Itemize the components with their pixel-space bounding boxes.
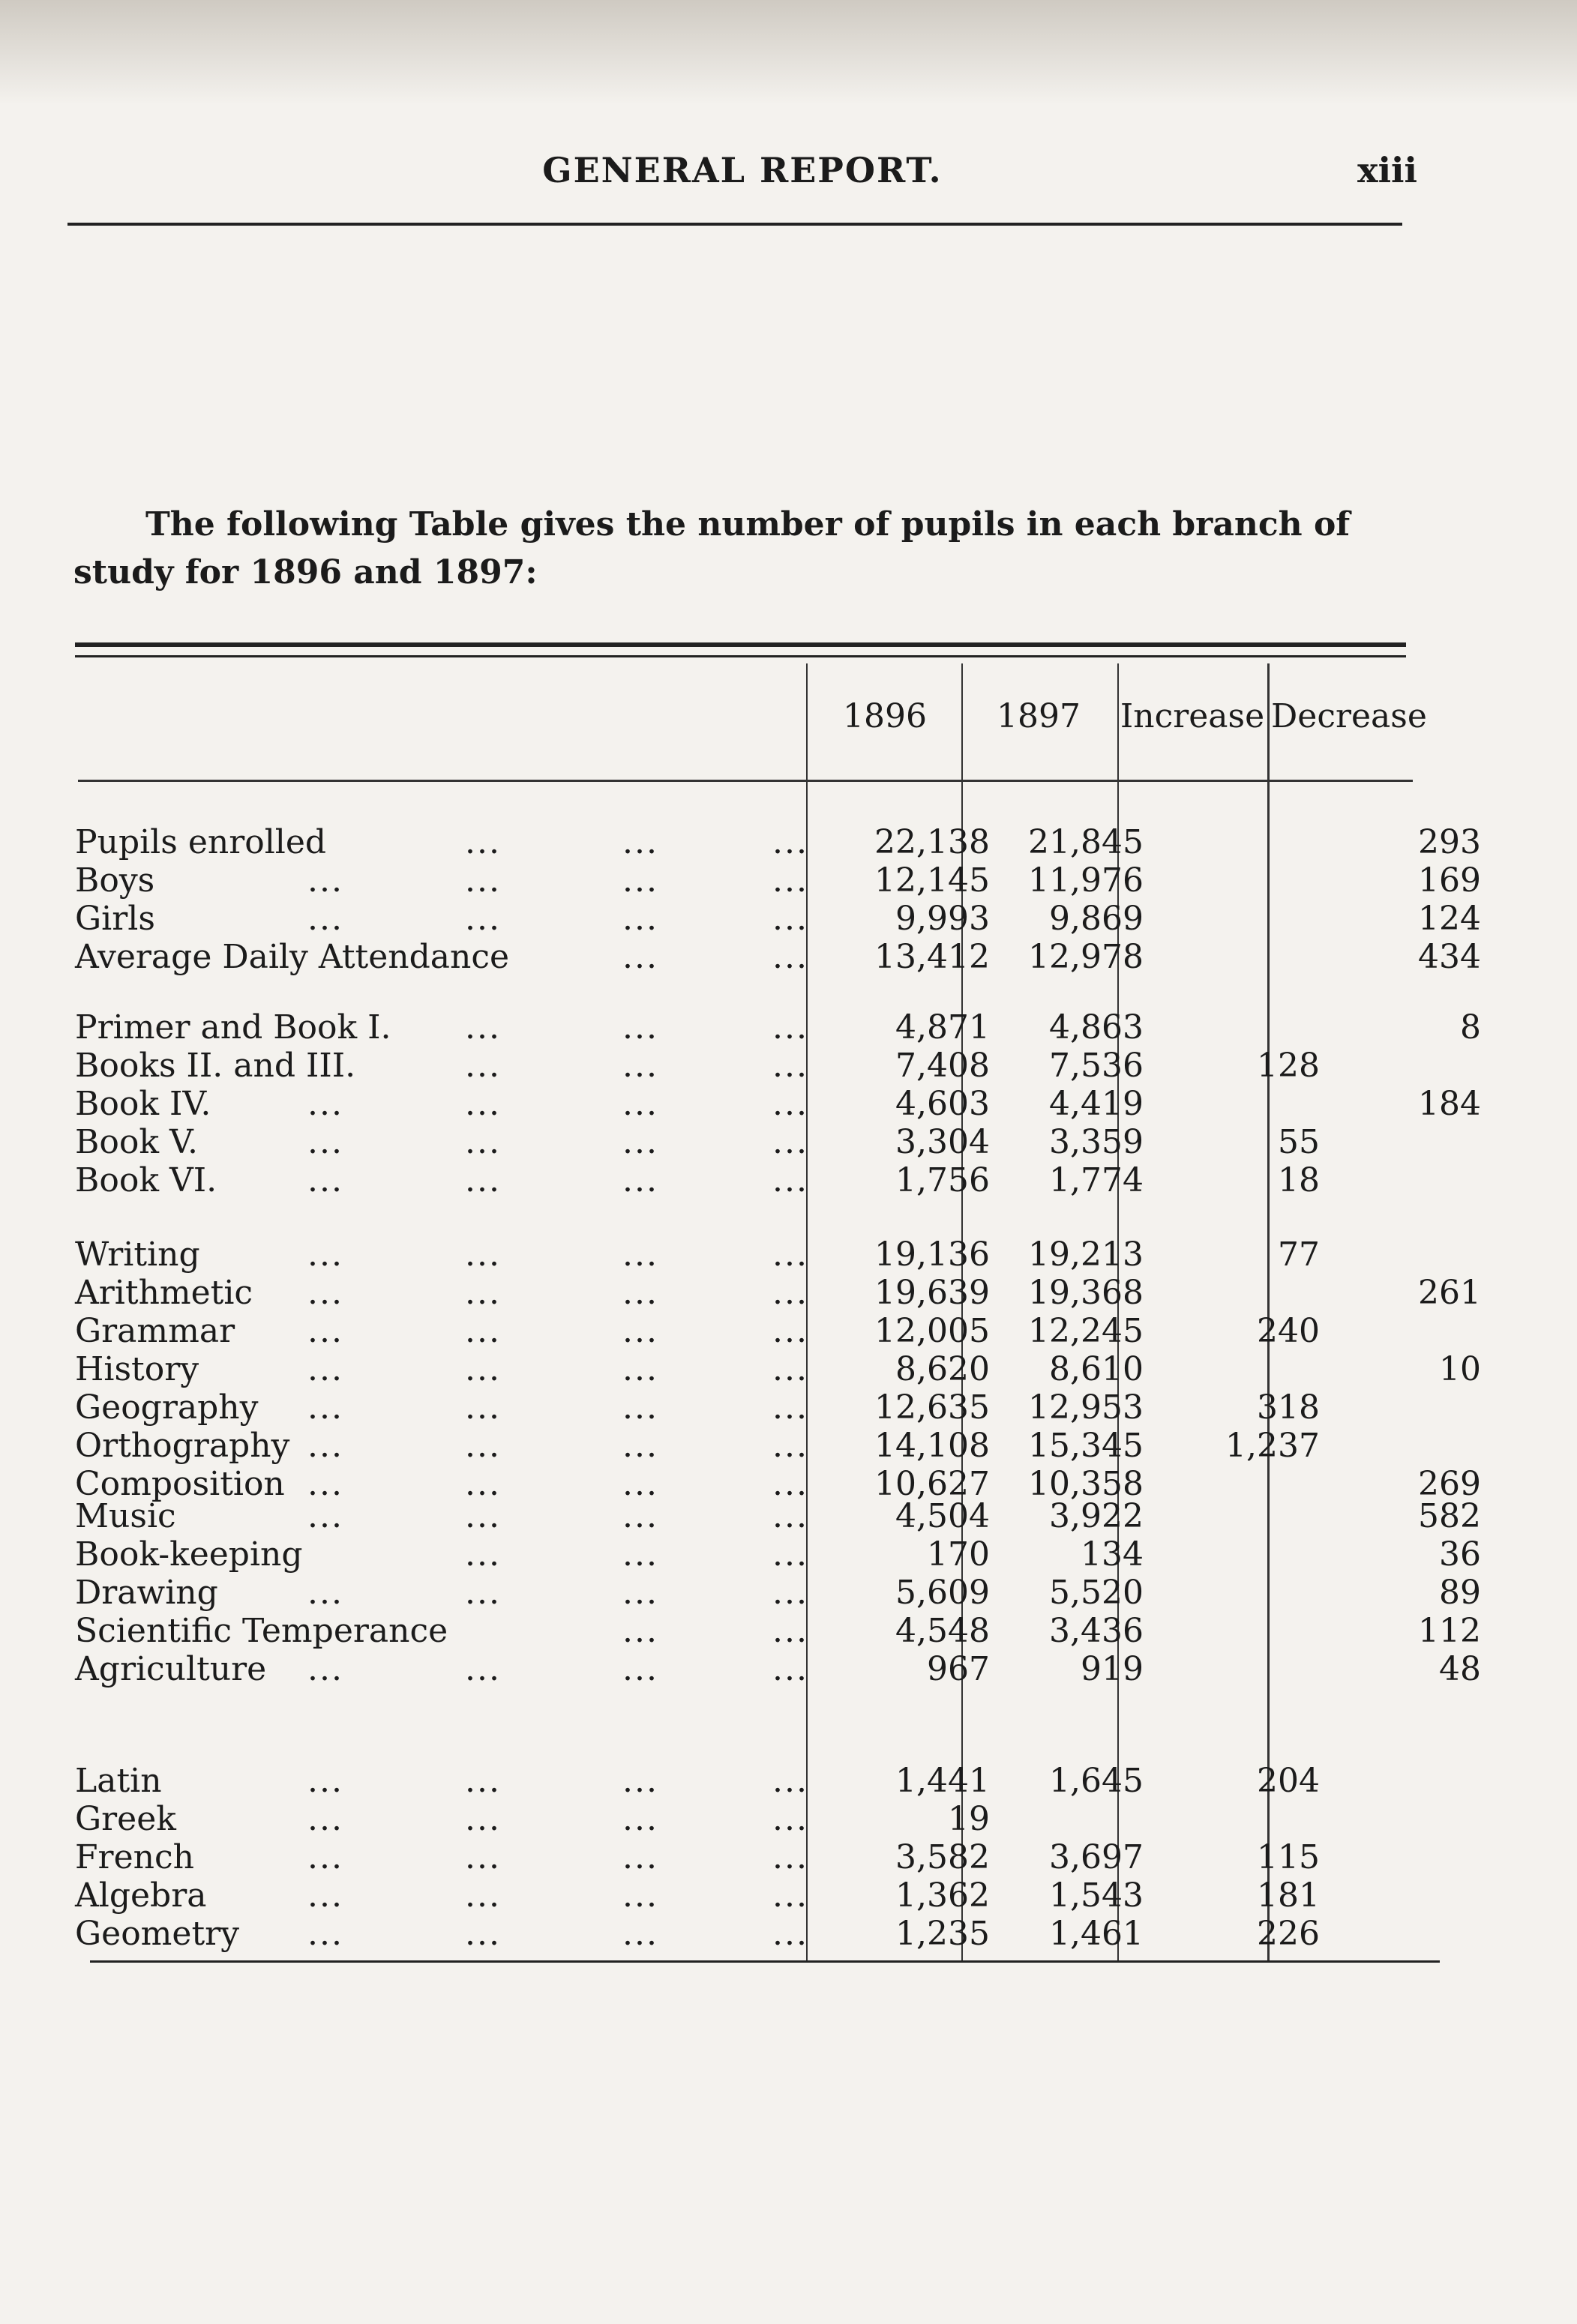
page-title: GENERAL REPORT. xyxy=(542,150,943,190)
value-increase: 18 xyxy=(1278,1161,1320,1199)
value-decrease: 112 xyxy=(1418,1612,1481,1650)
row-label: Geometry xyxy=(75,1915,240,1953)
value-increase: 128 xyxy=(1257,1047,1320,1085)
value-1896: 1,362 xyxy=(895,1876,990,1915)
intro-paragraph: The following Table gives the number of pupils in each branch of study for 1896 and 1897: xyxy=(73,505,1351,591)
table-row: Greek ... ... ... ... 19 xyxy=(75,1800,990,1838)
table-row: Writing ... ... ... ... 19,136 19,213 77 xyxy=(75,1235,1320,1274)
value-1896: 3,304 xyxy=(895,1123,990,1161)
value-1896: 1,235 xyxy=(895,1915,990,1953)
table-row: Pupils enrolled ... ... ... 22,138 21,845 293 xyxy=(75,823,1481,861)
table-row: Geography ... ... ... ... 12,635 12,953 318 xyxy=(75,1388,1320,1427)
value-1896: 14,108 xyxy=(874,1427,990,1465)
value-1897: 12,978 xyxy=(1028,938,1144,976)
value-1897: 9,869 xyxy=(1049,900,1144,938)
value-1897: 1,543 xyxy=(1049,1876,1144,1915)
page-header xyxy=(67,150,1417,202)
col-header-1897: 1897 xyxy=(997,697,1081,735)
table-row: Average Daily Attendance ... ... 13,412 12,978 434 xyxy=(75,938,1481,976)
table-row: Latin ... ... ... ... 1,441 1,645 204 xyxy=(75,1762,1320,1800)
table-row: Geometry ... ... ... ... 1,235 1,461 226 xyxy=(75,1915,1320,1953)
table-row: Algebra ... ... ... ... 1,362 1,543 181 xyxy=(75,1876,1320,1915)
value-1897: 4,863 xyxy=(1049,1008,1144,1047)
table-row: Scientific Temperance ... ... 4,548 3,436 112 xyxy=(75,1612,1481,1650)
value-1897: 7,536 xyxy=(1049,1047,1144,1085)
table-row: Primer and Book I. ... ... ... 4,871 4,863 8 xyxy=(75,1008,1481,1047)
row-label: Grammar xyxy=(75,1312,235,1350)
table-row: Book IV. ... ... ... ... 4,603 4,419 184 xyxy=(75,1085,1481,1123)
value-increase: 181 xyxy=(1257,1876,1320,1915)
value-decrease: 10 xyxy=(1439,1350,1481,1388)
value-1896: 4,548 xyxy=(895,1612,990,1650)
value-1896: 170 xyxy=(927,1535,990,1574)
table-bottom-rule xyxy=(90,1960,1440,1963)
value-1897: 3,697 xyxy=(1049,1838,1144,1876)
table-row: Books II. and III. ... ... ... 7,408 7,536 128 xyxy=(75,1047,1320,1085)
value-decrease: 582 xyxy=(1418,1497,1481,1535)
table-top-rule xyxy=(75,642,1406,647)
value-decrease: 261 xyxy=(1418,1274,1481,1312)
row-label: Book VI. xyxy=(75,1161,217,1199)
row-label: Average Daily Attendance xyxy=(75,938,510,976)
table-top-rule-thin xyxy=(75,655,1406,657)
row-label: Latin xyxy=(75,1762,162,1800)
header-bottom-rule xyxy=(78,780,1413,782)
value-1897: 3,922 xyxy=(1049,1497,1144,1535)
row-label: Music xyxy=(75,1497,176,1535)
value-1896: 7,408 xyxy=(895,1047,990,1085)
table-row: Boys ... ... ... ... 12,145 11,976 169 xyxy=(75,861,1481,900)
value-increase: 55 xyxy=(1278,1123,1320,1161)
value-decrease: 89 xyxy=(1439,1574,1481,1612)
table-row: Agriculture ... ... ... ... 967 919 48 xyxy=(75,1650,1481,1688)
value-decrease: 36 xyxy=(1439,1535,1481,1574)
row-label: Arithmetic xyxy=(75,1274,253,1312)
row-label: Scientific Temperance xyxy=(75,1612,448,1650)
row-label: Geography xyxy=(75,1388,259,1427)
table-row: Drawing ... ... ... ... 5,609 5,520 89 xyxy=(75,1574,1481,1612)
value-increase: 204 xyxy=(1257,1762,1320,1800)
value-1897: 12,953 xyxy=(1028,1388,1144,1427)
value-decrease: 169 xyxy=(1418,861,1481,900)
table-row: French ... ... ... ... 3,582 3,697 115 xyxy=(75,1838,1320,1876)
table-row: Book V. ... ... ... ... 3,304 3,359 55 xyxy=(75,1123,1320,1161)
value-1897: 11,976 xyxy=(1028,861,1144,900)
value-1896: 19,639 xyxy=(874,1274,990,1312)
value-1897: 19,368 xyxy=(1028,1274,1144,1312)
value-1896: 1,756 xyxy=(895,1161,990,1199)
table-row: Grammar ... ... ... ... 12,005 12,245 240 xyxy=(75,1312,1320,1350)
value-increase: 77 xyxy=(1278,1235,1320,1274)
value-decrease: 124 xyxy=(1418,900,1481,938)
col-header-decrease: Decrease xyxy=(1271,697,1427,735)
value-1897: 3,436 xyxy=(1049,1612,1144,1650)
value-1896: 12,145 xyxy=(874,861,990,900)
row-label: Orthography xyxy=(75,1427,290,1465)
value-decrease: 293 xyxy=(1418,823,1481,861)
col-header-1896: 1896 xyxy=(843,697,927,735)
value-1896: 12,635 xyxy=(874,1388,990,1427)
value-decrease: 269 xyxy=(1418,1465,1481,1503)
row-label: Primer and Book I. xyxy=(75,1008,391,1047)
value-1897: 15,345 xyxy=(1028,1427,1144,1465)
value-1896: 5,609 xyxy=(895,1574,990,1612)
table-row: Girls ... ... ... ... 9,993 9,869 124 xyxy=(75,900,1481,938)
row-label: Pupils enrolled xyxy=(75,823,327,861)
value-1896: 4,504 xyxy=(895,1497,990,1535)
value-1896: 3,582 xyxy=(895,1838,990,1876)
value-1897: 10,358 xyxy=(1028,1465,1144,1503)
page-number: xiii xyxy=(1357,150,1417,190)
value-increase: 226 xyxy=(1257,1915,1320,1953)
value-1896: 19 xyxy=(948,1800,990,1838)
header-rule xyxy=(67,223,1402,226)
row-label: History xyxy=(75,1350,199,1388)
value-1897: 919 xyxy=(1081,1650,1144,1688)
value-1896: 19,136 xyxy=(874,1235,990,1274)
value-1896: 967 xyxy=(927,1650,990,1688)
value-1897: 4,419 xyxy=(1049,1085,1144,1123)
value-1897: 5,520 xyxy=(1049,1574,1144,1612)
row-label: Book-keeping xyxy=(75,1535,303,1574)
table-row: Book VI. ... ... ... ... 1,756 1,774 18 xyxy=(75,1161,1320,1199)
value-decrease: 184 xyxy=(1418,1085,1481,1123)
value-1896: 10,627 xyxy=(874,1465,990,1503)
table-row: History ... ... ... ... 8,620 8,610 10 xyxy=(75,1350,1481,1388)
value-1897: 1,774 xyxy=(1049,1161,1144,1199)
value-1897: 19,213 xyxy=(1028,1235,1144,1274)
value-increase: 240 xyxy=(1257,1312,1320,1350)
table-row: Composition ... ... ... ... 10,627 10,358 269 xyxy=(75,1465,1481,1503)
row-label: Agriculture xyxy=(75,1650,267,1688)
value-1896: 4,603 xyxy=(895,1085,990,1123)
row-label: Boys xyxy=(75,861,155,900)
row-label: Greek xyxy=(75,1800,176,1838)
value-1896: 13,412 xyxy=(874,938,990,976)
value-1896: 22,138 xyxy=(874,823,990,861)
value-decrease: 48 xyxy=(1439,1650,1481,1688)
value-1897: 134 xyxy=(1081,1535,1144,1574)
table-row: Arithmetic ... ... ... ... 19,639 19,368 261 xyxy=(75,1274,1481,1312)
row-label: Books II. and III. xyxy=(75,1047,356,1085)
page-top-shading xyxy=(0,0,1577,105)
value-1897: 1,461 xyxy=(1049,1915,1144,1953)
value-increase: 115 xyxy=(1257,1838,1320,1876)
row-label: Writing xyxy=(75,1235,200,1274)
value-decrease: 434 xyxy=(1418,938,1481,976)
value-1896: 12,005 xyxy=(874,1312,990,1350)
value-1897: 8,610 xyxy=(1049,1350,1144,1388)
value-increase: 1,237 xyxy=(1225,1427,1320,1465)
row-label: Book IV. xyxy=(75,1085,211,1123)
table-row: Book-keeping ... ... ... 170 134 36 xyxy=(75,1535,1481,1574)
row-label: Book V. xyxy=(75,1123,199,1161)
value-decrease: 8 xyxy=(1460,1008,1481,1047)
row-label: Composition xyxy=(75,1465,285,1503)
value-increase: 318 xyxy=(1257,1388,1320,1427)
row-label: French xyxy=(75,1838,194,1876)
row-label: Drawing xyxy=(75,1574,218,1612)
value-1897: 3,359 xyxy=(1049,1123,1144,1161)
value-1897: 12,245 xyxy=(1028,1312,1144,1350)
value-1896: 4,871 xyxy=(895,1008,990,1047)
row-label: Girls xyxy=(75,900,155,938)
value-1896: 1,441 xyxy=(895,1762,990,1800)
value-1896: 8,620 xyxy=(895,1350,990,1388)
table-row: Orthography ... ... ... ... 14,108 15,345 1,237 xyxy=(75,1427,1320,1465)
col-header-increase: Increase xyxy=(1120,697,1265,735)
value-1897: 1,645 xyxy=(1049,1762,1144,1800)
value-1897: 21,845 xyxy=(1028,823,1144,861)
value-1896: 9,993 xyxy=(895,900,990,938)
row-label: Algebra xyxy=(75,1876,207,1915)
table-row: Music ... ... ... ... 4,504 3,922 582 xyxy=(75,1497,1481,1535)
